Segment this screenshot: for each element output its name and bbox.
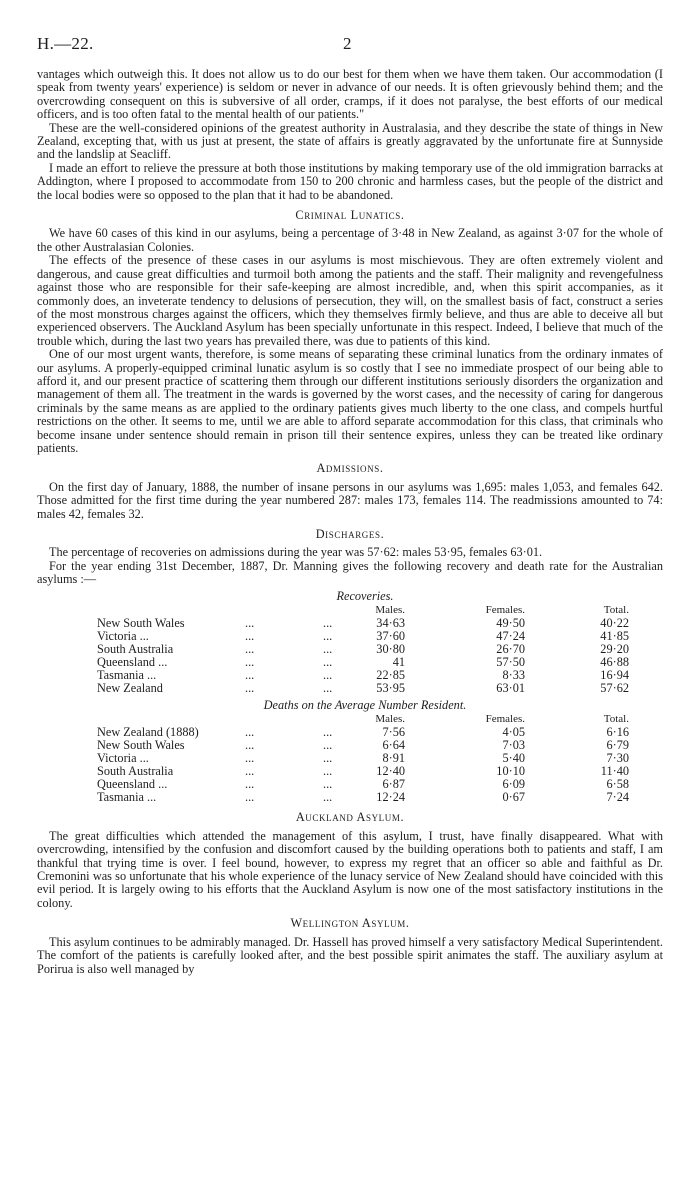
males-value: 22·85 [376, 668, 405, 683]
leader-dots: ... [245, 738, 255, 753]
leader-dots: ... [323, 738, 333, 753]
region-name: New South Wales [97, 738, 185, 753]
table-body [37, 617, 663, 695]
males-value: 6·87 [382, 777, 405, 792]
females-value: 26·70 [496, 642, 525, 657]
section-heading-wellington-asylum: Wellington Asylum. [290, 916, 410, 931]
leader-dots: ... [245, 668, 255, 683]
paragraph: This asylum continues to be admirably managed. Dr. Hassell has proved himself a very satisfactory Medical Superintendent. The comfort of the patients is carefully looked after, and the best possible spirit animates the staff. The auxiliary asylum at Porirua is also well managed by [37, 934, 663, 976]
region-name: Tasmania ... [97, 790, 157, 805]
total-value: 11·40 [600, 764, 629, 779]
region-name: Victoria ... [97, 629, 149, 644]
leader-dots: ... [245, 642, 255, 657]
males-value: 53·95 [376, 681, 405, 696]
region-name: Queensland ... [97, 655, 168, 670]
females-value: 49·50 [496, 616, 525, 631]
leader-dots: ... [323, 681, 333, 696]
leader-dots: ... [245, 751, 255, 766]
leader-dots: ... [245, 616, 255, 631]
column-header-females: Females. [485, 713, 525, 726]
total-value: 7·30 [606, 751, 629, 766]
paragraph: These are the well-considered opinions of the greatest authority in Australasia, and they describe the state of things in New Zealand, excepting that, with us just at present, the state of affairs is greatly aggravated by the unfortunate fire at Sunnyside and the landslip at Seacliff. [37, 120, 663, 162]
leader-dots: ... [323, 655, 333, 670]
column-header-total: Total. [603, 604, 629, 617]
females-value: 4·05 [502, 725, 525, 740]
region-name: New Zealand (1888) [97, 725, 199, 740]
males-value: 6·64 [382, 738, 405, 753]
leader-dots: ... [323, 668, 333, 683]
leader-dots: ... [323, 790, 333, 805]
females-value: 63·01 [496, 681, 525, 696]
section-heading-criminal-lunatics: Criminal Lunatics. [295, 208, 405, 223]
leader-dots: ... [323, 629, 333, 644]
column-header-females: Females. [485, 604, 525, 617]
column-header-total: Total. [603, 713, 629, 726]
males-value: 8·91 [382, 751, 405, 766]
total-value: 6·79 [606, 738, 629, 753]
leader-dots: ... [323, 642, 333, 657]
leader-dots: ... [245, 655, 255, 670]
leader-dots: ... [245, 777, 255, 792]
leader-dots: ... [245, 764, 255, 779]
body-text [37, 68, 663, 976]
section-heading-auckland-asylum: Auckland Asylum. [295, 810, 405, 825]
region-name: Tasmania ... [97, 668, 157, 683]
leader-dots: ... [245, 629, 255, 644]
table-caption: Recoveries. [336, 588, 394, 603]
table-caption: Deaths on the Average Number Resident. [263, 698, 467, 713]
paragraph: We have 60 cases of this kind in our asylums, being a percentage of 3·48 in New Zealand, as against 3·07 for the whole of the other Australasian Colonies. [37, 226, 663, 254]
leader-dots: ... [245, 790, 255, 805]
leader-dots: ... [323, 616, 333, 631]
table-body [37, 726, 663, 804]
page-number: 2 [343, 34, 352, 53]
females-value: 5·40 [502, 751, 525, 766]
females-value: 57·50 [496, 655, 525, 670]
region-name: Victoria ... [97, 751, 149, 766]
males-value: 37·60 [376, 629, 405, 644]
females-value: 8·33 [502, 668, 525, 683]
females-value: 47·24 [496, 629, 525, 644]
section-heading-discharges: Discharges. [315, 527, 385, 541]
paragraph: The percentage of recoveries on admissions during the year was 57·62: males 53·95, females 63·01. [49, 545, 543, 560]
paragraph: One of our most urgent wants, therefore, is some means of separating these criminal lunatics from the ordinary inmates of our asylums. A properly-equipped criminal lunatic asylum is so costly that I see no immediate prospect of our being able to afford it, and our present practice of scattering them through our different institutions seriously disorders the organization and management of them all. The treatment in the wards is governed by the worst cases, and the necessity of caring for dangerous criminals by the same means as are applied to the ordinary patients gives much liberty to the one class, and compels hurtful restrictions on the other. It seems to me, until we are able to afford separate accommodation for this class, that criminals who become insane under sentence should remain in prison till their sentence expires, unless they can be treated like ordinary patients. [37, 347, 663, 455]
paragraph: The effects of the presence of these cases in our asylums is most mischievous. They are often extremely violent and dangerous, and cause great difficulties and turmoil both among the patients and the staff. Their malignity and revengefulness against those who are responsible for their safe-keeping are almost incredible, and, when this spirit accompanies, as it commonly does, an inveterate tendency to delusions of persecution, they will, on the smallest basis of fact, construct a series of the most monstrous charges against the officers, which they themselves firmly believe, and thus are able to deceive all but experienced observers. The Auckland Asylum has been specially unfortunate in this respect. Indeed, I believe that much of the trouble which, during the last two years has prevailed there, was due to patients of this kind. [37, 253, 663, 348]
paragraph: I made an effort to relieve the pressure at both those institutions by making temporary use of the old immigration barracks at Addington, where I proposed to accommodate from 150 to 200 chronic and harmless cases, but the people of the district and the local bodies were so opposed to the plan that it had to be abandoned. [37, 160, 663, 202]
column-header-males: Males. [375, 604, 405, 617]
leader-dots: ... [245, 681, 255, 696]
total-value: 46·88 [600, 655, 629, 670]
total-value: 6·16 [606, 725, 629, 740]
leader-dots: ... [323, 764, 333, 779]
females-value: 7·03 [502, 738, 525, 753]
region-name: Queensland ... [97, 777, 168, 792]
females-value: 6·09 [502, 777, 525, 792]
males-value: 7·56 [382, 725, 405, 740]
males-value: 30·80 [376, 642, 405, 657]
leader-dots: ... [245, 725, 255, 740]
region-name: New South Wales [97, 616, 185, 631]
document-reference: H.—22. [37, 34, 94, 53]
column-header-males: Males. [375, 713, 405, 726]
paragraph: On the first day of January, 1888, the number of insane persons in our asylums was 1,695: males 1,053, and females 642. Those admitted for the first time during the year numbered 287: males 173, females 114. The readmissions amounted to 74: males 42, females 32. [37, 479, 663, 521]
leader-dots: ... [323, 751, 333, 766]
deaths-table [37, 699, 663, 804]
total-value: 7·24 [606, 790, 629, 805]
total-value: 40·22 [600, 616, 629, 631]
section-heading-admissions: Admissions. [316, 461, 384, 476]
males-value: 41 [392, 655, 405, 670]
total-value: 16·94 [600, 668, 629, 683]
total-value: 6·58 [606, 777, 629, 792]
paragraph: For the year ending 31st December, 1887, Dr. Manning gives the following recovery and death rate for the Australian asylums :— [37, 558, 663, 587]
males-value: 34·63 [376, 616, 405, 631]
males-value: 12·24 [376, 790, 405, 805]
females-value: 0·67 [502, 790, 525, 805]
leader-dots: ... [323, 725, 333, 740]
recoveries-table [37, 590, 663, 695]
paragraph: vantages which outweigh this. It does not allow us to do our best for them when we have them taken. Our accommodation (I speak from twenty years' experience) is seldom or never in advance of our needs. It is often grievously behind them; and the overcrowding consequent on this is subversive of all order, cramps, if it does not paralyse, the best efforts of our medical officers, and is too often fatal to the mental health of our patients." [37, 67, 663, 122]
leader-dots: ... [323, 777, 333, 792]
total-value: 29·20 [600, 642, 629, 657]
males-value: 12·40 [376, 764, 405, 779]
table-row [37, 682, 663, 695]
table-row [37, 791, 663, 804]
region-name: New Zealand [97, 681, 163, 696]
region-name: South Australia [97, 764, 174, 779]
region-name: South Australia [97, 642, 174, 657]
females-value: 10·10 [496, 764, 525, 779]
total-value: 41·85 [600, 629, 629, 644]
total-value: 57·62 [600, 681, 629, 696]
paragraph: The great difficulties which attended the management of this asylum, I trust, have finally disappeared. What with overcrowding, intensified by the confusion and discomfort caused by the building operations both to patients and staff, I am thankful that trying time is over. I feel bound, however, to express my regret that an officer so able and faithful as Dr. Cremonini was so unfortunate that his whole experience of the lunacy service of New Zealand should have coincided with this evil period. It is largely owing to his efforts that the Auckland Asylum is now one of the most satisfactory institutions in the colony. [37, 828, 663, 910]
